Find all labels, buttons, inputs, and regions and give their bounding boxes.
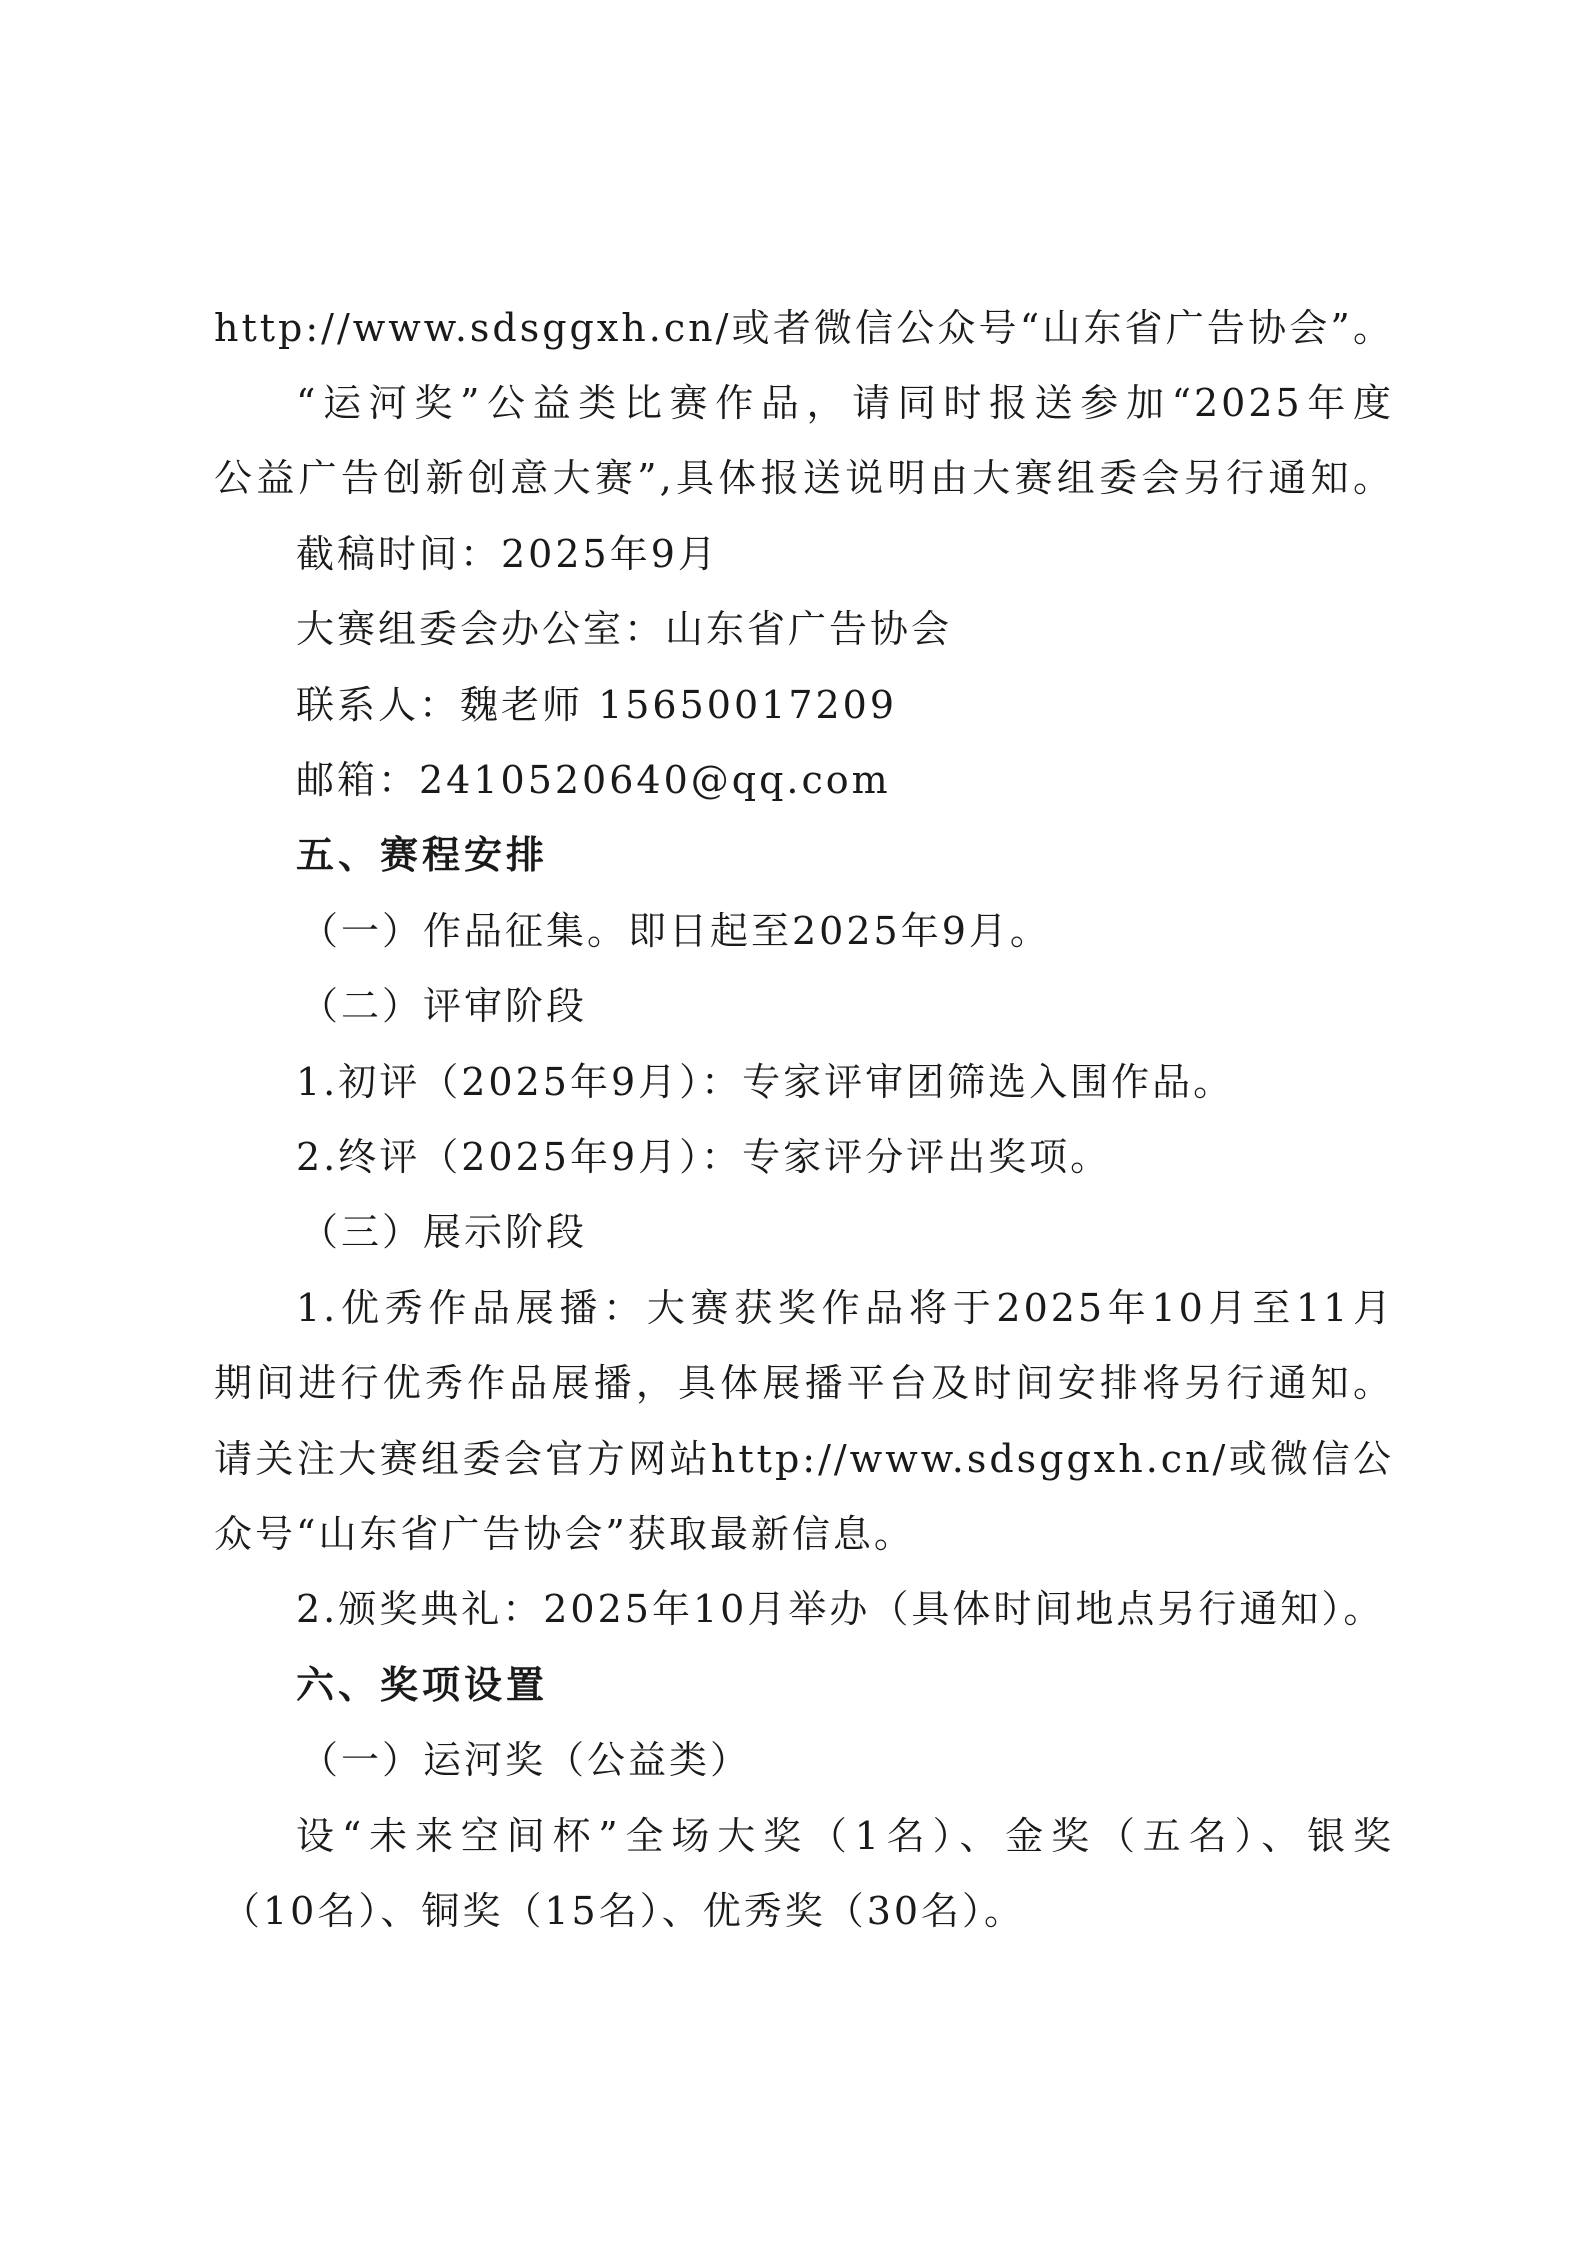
text-line-competition-note: 公益广告创新创意大赛”,具体报送说明由大赛组委会另行通知。: [214, 456, 1394, 500]
text-line-award-list-2: （10名）、铜奖（15名）、优秀奖（30名）。: [222, 1889, 1026, 1933]
text-line-showcase-2: 期间进行优秀作品展播，具体展播平台及时间安排将另行通知。: [214, 1361, 1394, 1405]
text-line-canal-award-note: “运河奖”公益类比赛作品，请同时报送参加“2025年度: [296, 381, 1394, 425]
section-heading-schedule: 五、赛程安排: [296, 832, 549, 877]
text-line-ceremony: 2.颁奖典礼：2025年10月举办（具体时间地点另行通知）。: [296, 1587, 1385, 1631]
subheading-display-stage: （三）展示阶段: [300, 1210, 588, 1254]
text-line-contact: 联系人：魏老师 15650017209: [296, 683, 898, 727]
text-line-preliminary: 1.初评（2025年9月）：专家评审团筛选入围作品。: [296, 1060, 1235, 1104]
section-heading-awards: 六、奖项设置: [296, 1662, 549, 1707]
subheading-review-stage: （二）评审阶段: [300, 984, 588, 1028]
subheading-canal-award: （一）运河奖（公益类）: [300, 1738, 752, 1782]
text-line-final-review: 2.终评（2025年9月）：专家评分评出奖项。: [296, 1135, 1112, 1179]
text-line-email: 邮箱：2410520640@qq.com: [296, 758, 891, 802]
text-line-showcase-3: 请关注大赛组委会官方网站http://www.sdsggxh.cn/或微信公: [214, 1437, 1394, 1481]
text-line-website: http://www.sdsggxh.cn/或者微信公众号“山东省广告协会”。: [214, 306, 1394, 350]
text-line-office: 大赛组委会办公室：山东省广告协会: [296, 607, 953, 651]
text-line-collection: （一）作品征集。即日起至2025年9月。: [300, 909, 1051, 953]
text-line-award-list-1: 设“未来空间杯”全场大奖（1名）、金奖（五名）、银奖: [296, 1814, 1394, 1858]
text-line-deadline: 截稿时间：2025年9月: [296, 532, 719, 576]
text-line-showcase-4: 众号“山东省广告协会”获取最新信息。: [214, 1512, 915, 1556]
text-line-showcase-1: 1.优秀作品展播：大赛获奖作品将于2025年10月至11月: [296, 1286, 1394, 1330]
